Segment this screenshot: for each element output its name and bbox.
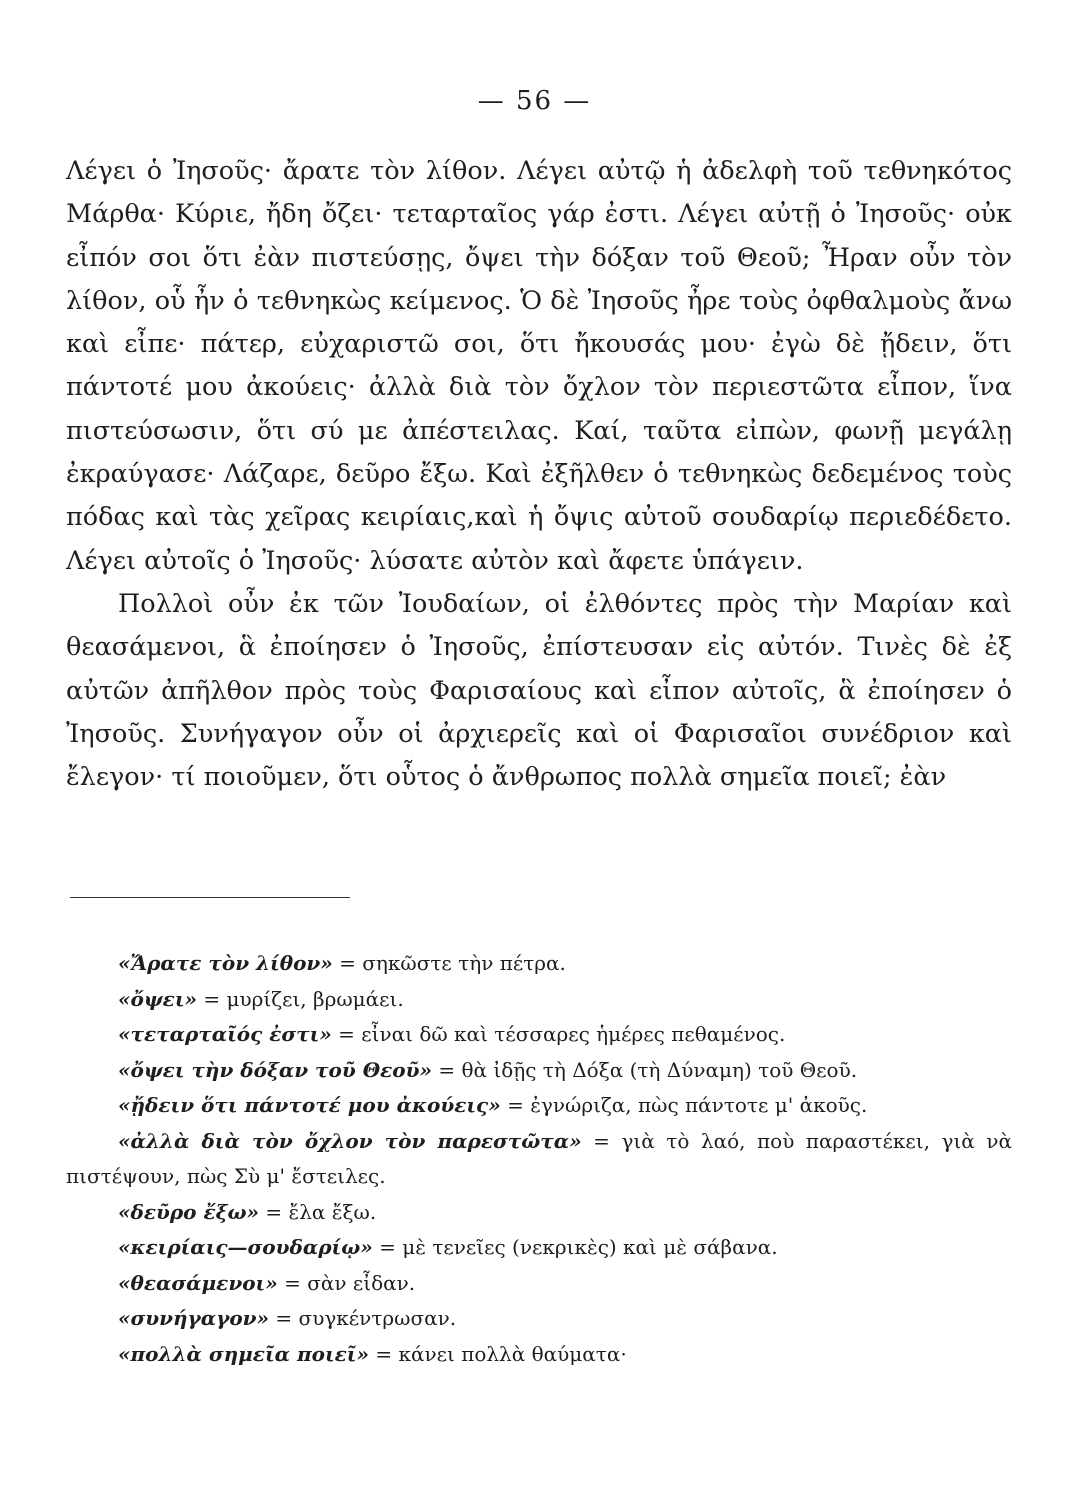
gloss-meaning: = θὰ ἰδῇς τὴ Δόξα (τὴ Δύναμη) τοῦ Θεοῦ.	[432, 1057, 858, 1082]
gloss-term: «πολλὰ σημεῖα ποιεῖ»	[118, 1341, 369, 1366]
gloss-meaning: = συγκέντρωσαν.	[269, 1306, 457, 1330]
gloss-entry	[66, 1337, 1012, 1373]
gloss-term: «ὄψει τὴν δόξαν τοῦ Θεοῦ»	[118, 1057, 432, 1082]
glossary	[66, 946, 1012, 1372]
gloss-term: «ἀλλὰ διὰ τὸν ὄχλον τὸν παρεστῶτα»	[118, 1128, 582, 1153]
gloss-meaning: = σὰν εἶδαν.	[277, 1270, 416, 1295]
gloss-meaning: = κάνει πολλὰ θαύματα·	[369, 1341, 627, 1366]
gloss-entry	[66, 946, 1012, 982]
gloss-entry	[66, 982, 1012, 1018]
gloss-meaning: = εἶναι δῶ καὶ τέσσαρες ἡμέρες πεθαμένος.	[331, 1022, 786, 1046]
gloss-entry	[66, 1230, 1012, 1266]
gloss-term: «Ἄρατε τὸν λίθον»	[118, 951, 333, 975]
gloss-term: «ὄψει»	[118, 986, 198, 1011]
gloss-term: «συνήγαγον»	[118, 1306, 270, 1330]
gloss-entry	[66, 1266, 1012, 1302]
page-number: — 56 —	[477, 86, 592, 116]
main-text	[66, 150, 1012, 799]
gloss-meaning: = σηκῶστε τὴν πέτρα.	[332, 951, 566, 975]
gloss-entry	[66, 1053, 1012, 1089]
gloss-meaning: = ἐγνώριζα, πὼς πάντοτε μ' ἀκοῦς.	[500, 1093, 868, 1117]
gloss-term: «θεασάμενοι»	[118, 1270, 278, 1295]
gloss-entry	[66, 1301, 1012, 1337]
gloss-entry	[66, 1195, 1012, 1231]
gloss-term: «τεταρταῖός ἐστι»	[118, 1022, 332, 1046]
footnote-divider	[70, 897, 350, 898]
gloss-term: «ᾔδειν ὅτι πάντοτέ μου ἀκούεις»	[118, 1093, 501, 1117]
gloss-entry	[66, 1088, 1012, 1124]
gloss-meaning: = μὲ τενεῖες (νεκρικὲς) καὶ μὲ σάβανα.	[372, 1235, 778, 1259]
paragraph: Πολλοὶ οὖν ἐκ τῶν Ἰουδαίων, οἱ ἐλθόντες πρὸς τὴν Μαρίαν καὶ θεασάμενοι, ἃ ἐποίησεν ὁ Ἰησοῦς, ἐπίστευσαν εἰς αὐτόν. Τινὲς δὲ ἐξ αὐτῶν ἀπῆλθον πρὸς τοὺς Φαρισαίους καὶ εἶπον αὐτοῖς, ἃ ἐποίησεν ὁ Ἰησοῦς. Συνήγαγον οὖν οἱ ἀρχιερεῖς καὶ οἱ Φαρισαῖοι συνέδριον καὶ ἔλεγον· τί ποιοῦμεν, ὅτι οὗτος ὁ ἄνθρωπος πολλὰ σημεῖα ποιεῖ; ἐὰν	[66, 588, 1012, 793]
gloss-term: «δεῦρο ἔξω»	[118, 1199, 260, 1224]
gloss-entry	[66, 1017, 1012, 1053]
gloss-term: «κειρίαις—σουδαρίῳ»	[118, 1235, 373, 1259]
gloss-meaning: = γιὰ τὸ λαό, ποὺ παραστέκει, γιὰ νὰ πιστέψουν, πὼς Σὺ μ' ἔστειλες.	[66, 1128, 1012, 1188]
paragraph: Λέγει ὁ Ἰησοῦς· ἄρατε τὸν λίθον. Λέγει αὐτῷ ἡ ἀδελφὴ τοῦ τεθνηκότος Μάρθα· Κύριε, ἤδη ὄζει· τεταρταῖος γάρ ἐστι. Λέγει αὐτῇ ὁ Ἰησοῦς· οὐκ εἶπόν σοι ὅτι ἐὰν πιστεύσῃς, ὄψει τὴν δόξαν τοῦ Θεοῦ; Ἦραν οὖν τὸν λίθον, οὗ ἦν ὁ τεθνηκὼς κείμενος. Ὁ δὲ Ἰησοῦς ἦρε τοὺς ὀφθαλμοὺς ἄνω καὶ εἶπε· πάτερ, εὐχαριστῶ σοι, ὅτι ἤκουσάς μου· ἐγὼ δὲ ᾔδειν, ὅτι πάντοτέ μου ἀκούεις· ἀλλὰ διὰ τὸν ὄχλον τὸν περιεστῶτα εἶπον, ἵνα πιστεύσωσιν, ὅτι σύ με ἀπέστειλας. Καί, ταῦτα εἰπὼν, φωνῇ μεγάλῃ ἐκραύγασε· Λάζαρε, δεῦρο ἔξω. Καὶ ἐξῆλθεν ὁ τεθνηκὼς δεδεμένος τοὺς πόδας καὶ τὰς χεῖρας κειρίαις,καὶ ἡ ὄψις αὐτοῦ σουδαρίῳ περιεδέδετο. Λέγει αὐτοῖς ὁ Ἰησοῦς· λύσατε αὐτὸν καὶ ἄφετε ὑπάγειν.	[66, 156, 1012, 576]
gloss-meaning: = μυρίζει, βρωμάει.	[197, 986, 404, 1011]
gloss-meaning: = ἔλα ἔξω.	[259, 1199, 377, 1224]
gloss-entry	[66, 1124, 1012, 1195]
